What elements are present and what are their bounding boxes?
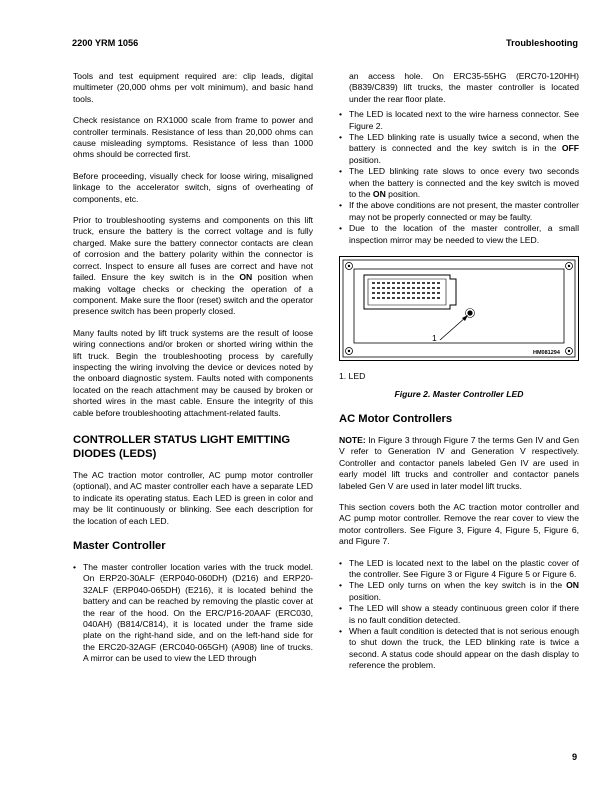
- list-item: • The master controller location varies with the truck model. On ERP20-30ALF (ERP040-060DH) (D216) and ERP20-32ALF (ERP040-065DH) (E216), it is located behind the battery and can be reached by removing the plastic cover at the rear of the hood. On the ERC/P16-20AAF (ERC030, 040AH) (B814/C814), it is located under the frame side plate on the right-hand side, and on the left-hand side for the ERC20-32AGF (ERC040-065GH) (A908) line of trucks. A mirror can be used to view the LED through: [73, 562, 313, 665]
- list-item: [339, 580, 579, 603]
- paragraph-tools: Tools and test equipment required are: clip leads, digital multimeter (20,000 ohms per volt minimum), and basic hand tools.: [73, 71, 313, 104]
- keyword-on: ON: [239, 272, 253, 283]
- text-run: position.: [349, 154, 382, 165]
- page-number: 9: [572, 752, 578, 762]
- keyword-off: OFF: [561, 143, 579, 154]
- text-run: position.: [385, 189, 421, 200]
- heading-line-1: CONTROLLER STATUS LIGHT EMITTING: [73, 433, 291, 446]
- paragraph-visual-check: Before proceeding, visually check for loose wiring, misaligned linkage to the accelerator switch, signs of overheating of components, etc.: [73, 170, 313, 204]
- paragraph-faults: Many faults noted by lift truck systems are the result of loose wiring connections and/or broken or shorted wiring within the lift truck. Begin the troubleshooting process by carefully inspecting the wiring involving the device or devices noted by the onboard diagnostic system. Faults noted with components located on the reach attachment may be caused by broken or shorted wires in the mast cable. Ensure the integrity of this cable before troubleshooting attachment-related faults.: [73, 327, 313, 418]
- left-column: [73, 71, 313, 675]
- bullet-list-ac: [339, 558, 579, 672]
- paragraph-continued: an access hole. On ERC35-55HG (ERC70-120HH) (B839/C839) lift trucks, the master controller is located under the rear floor plate.: [349, 71, 579, 104]
- list-item: • When a fault condition is detected that is not serious enough to shut down the truck, the LED blinking rate is twice a second. A status code should appear on the dash display to reference the problem.: [339, 626, 579, 672]
- list-item: • If the above conditions are not present, the master controller may not be properly connected or may be faulty.: [339, 200, 579, 223]
- mount-hole-center: [568, 265, 570, 267]
- text-run: The LED blinking rate is usually twice a second, when the battery is connected and the key switch is in the: [349, 132, 579, 154]
- mount-hole-center: [348, 350, 350, 352]
- list-item: • The LED is located next to the wire harness connector. See Figure 2.: [339, 109, 579, 132]
- note-label: NOTE:: [339, 434, 366, 445]
- mount-hole-center: [348, 265, 350, 267]
- mount-hole-center: [568, 350, 570, 352]
- controller-illustration: [340, 257, 578, 360]
- header-doc-id: 2200 YRM 1056: [72, 38, 139, 48]
- text-run: position when making voltage checks or checking the operation of a component. Make sure the floor (reset) switch and the operator presence switch has been properly closed.: [73, 272, 313, 317]
- figure-code: HM081294: [533, 350, 560, 357]
- list-item: • The LED is located next to the label on the plastic cover of the controller. See Figure 3 or Figure 4 Figure 5 or Figure 6.: [339, 558, 579, 581]
- figure-master-controller: [339, 256, 579, 361]
- keyword-on: ON: [372, 189, 386, 200]
- list-item: • The LED will show a steady continuous green color if there is no fault condition detected.: [339, 603, 579, 626]
- keyword-on: ON: [566, 580, 579, 591]
- heading-ac-motor-controllers: AC Motor Controllers: [339, 412, 453, 425]
- list-item: [339, 132, 579, 166]
- list-item: • Due to the location of the master controller, a small inspection mirror may be needed to view the LED.: [339, 223, 579, 246]
- paragraph-ac-section: This section covers both the AC traction motor controller and AC pump motor controller. Remove the rear cover to view the motor controllers. See Figure 3, Figure 4, Figure 5, Figure 6, and Figure 7.: [339, 501, 579, 547]
- text-run: Prior to troubleshooting systems and components on this lift truck, ensure the battery is the correct voltage and is fully charged. Make sure the battery connector contacts are clean of corrosion and the battery polarity within the connector is correct. Inspect to ensure all fuses are correct and have not failed. Ensure the key switch is in the: [73, 215, 313, 283]
- heading-master-controller: Master Controller: [73, 540, 166, 552]
- paragraph-resistance: Check resistance on RX1000 scale from frame to power and controller terminals. Resistance of less than 20,000 ohms can cause misleading symptoms. Resistance of less than 1000 ohms should be corrected first.: [73, 115, 313, 160]
- bullet-list-led: [339, 109, 579, 246]
- heading-line-2: DIODES (LEDS): [73, 447, 157, 460]
- note-text: In Figure 3 through Figure 7 the terms Gen IV and Gen V refer to Generation IV and Generation V respectively. Controller and contactor panels labeled Gen IV are used in early model lift trucks and controller and contactor panels labeled Gen V are used in later model lift trucks.: [339, 434, 579, 491]
- callout-number: 1: [432, 333, 437, 344]
- note-paragraph: [339, 435, 579, 492]
- wire-harness-connector: [364, 275, 456, 309]
- bullet-list-master: [73, 562, 313, 665]
- figure-legend: 1. LED: [339, 371, 366, 382]
- paragraph-prior-checks: [73, 215, 313, 318]
- text-run: position.: [349, 591, 382, 602]
- header-section: Troubleshooting: [506, 38, 578, 48]
- text-run: The LED only turns on when the key switch is in the: [349, 580, 567, 591]
- list-item: [339, 166, 579, 200]
- right-column: [339, 71, 579, 682]
- heading-status-leds: [73, 433, 313, 461]
- paragraph-leds: The AC traction motor controller, AC pump motor controller (optional), and AC master controller each have a separate LED to indicate its operating status. Each LED is green in color and may be lit continuously or blinking. See each description for the location of each LED.: [73, 469, 313, 526]
- text-run: The LED blinking rate slows to once every two seconds when the battery is connected and the key switch is moved to the: [349, 166, 579, 200]
- led-indicator: [467, 310, 472, 315]
- figure-caption: Figure 2. Master Controller LED: [394, 388, 524, 399]
